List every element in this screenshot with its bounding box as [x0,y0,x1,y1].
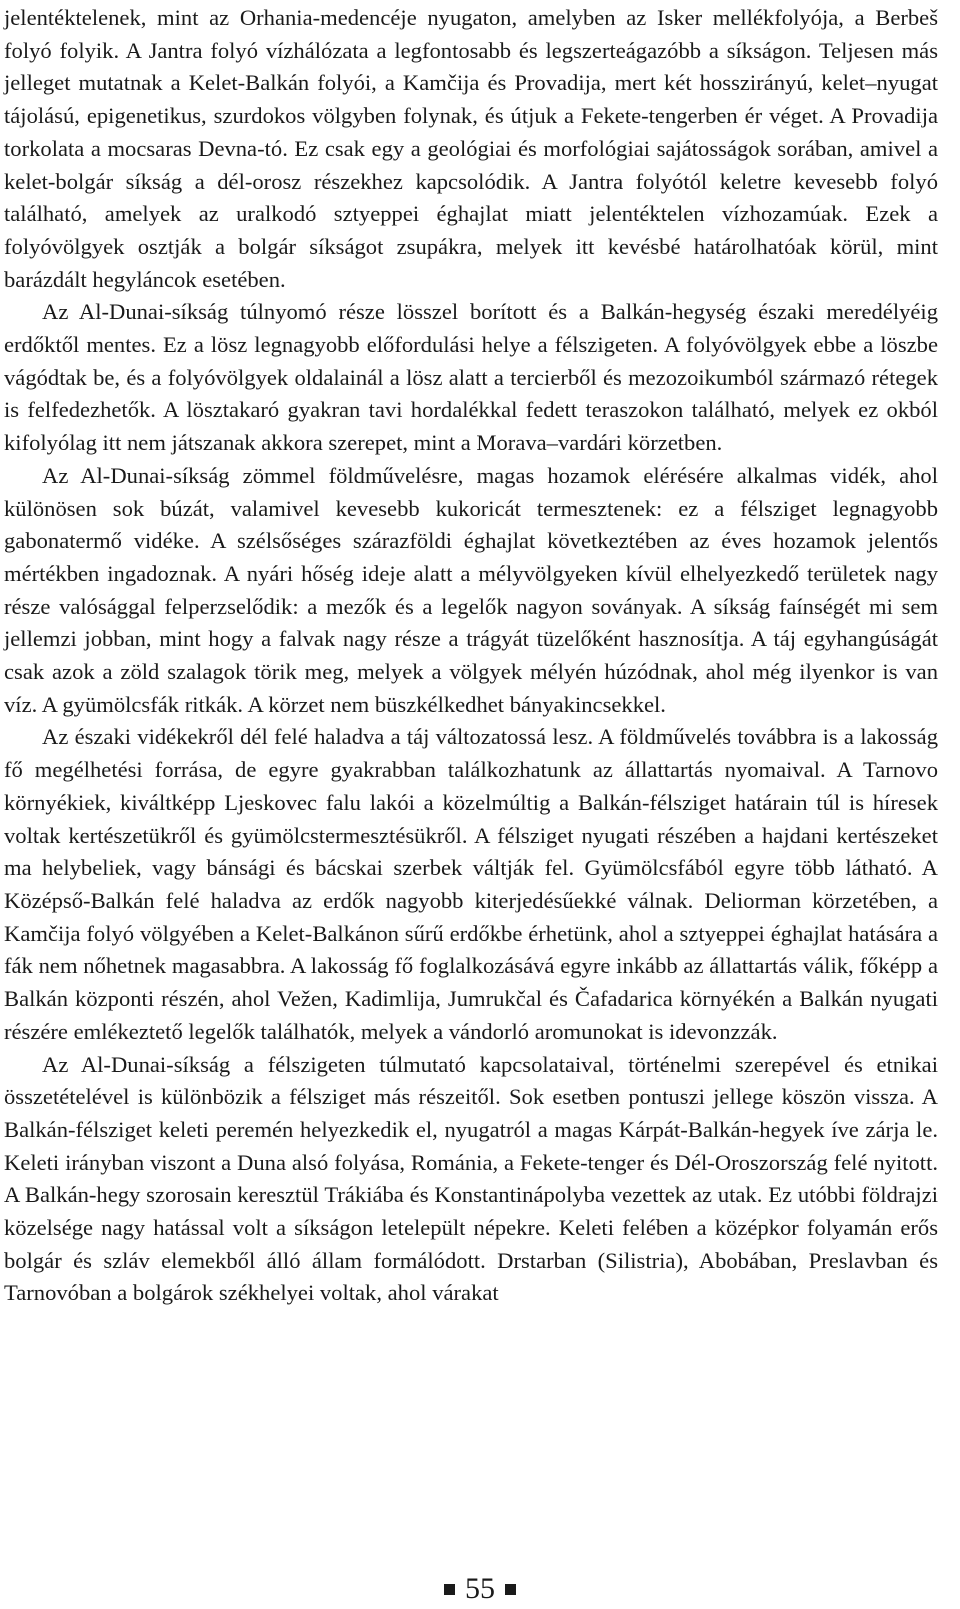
square-bullet-icon [505,1584,516,1595]
paragraph-2: Az Al-Dunai-síkság túlnyomó része lösszel borított és a Balkán-hegység északi meredélyéig erdőktől mentes. Ez a lösz legnagyobb előfordulási helye a félszigeten. A folyóvölgyek ebbe a löszbe vágódtak be, és a folyóvölgyek oldalainál a lösz alatt a tercierből és mezozoikumból származó rétegek is felfedezhetők. A lösztakaró gyakran tavi hordalékkal fedett teraszokon található, melyek ez okból kifolyólag itt nem játszanak akkora szerepet, mint a Morava–vardári körzetben. [4,299,938,456]
paragraph-1: jelentéktelenek, mint az Orhania-medencéje nyugaton, amelyben az Isker mellékfolyója, a Berbeš folyó folyik. A Jantra folyó vízhálózata a legfontosabb és legszerteágazóbb a síkságon. Teljesen más jelleget mutatnak a Kelet-Balkán folyói, a Kamčija és Provadija, mert két hosszirányú, kelet–nyugat tájolású, epigenetikus, szurdokos völgyben folynak, és útjuk a Fekete-tengerben ér véget. A Provadija torkolata a mocsaras Devna-tó. Ez csak egy a geológiai és morfológiai sajátosságok sorában, amivel a kelet-bolgár síkság a dél-orosz részekhez kapcsolódik. A Jantra folyótól keletre kevesebb folyó található, amelyek az uralkodó sztyeppei éghajlat miatt jelentéktelen vízhozamúak. Ezek a folyóvölgyek osztják a bolgár síkságot zsupákra, melyek itt kevésbé határolhatóak körül, mint barázdált hegyláncok esetében. [4,5,938,292]
page-number: 55 [465,1572,495,1605]
paragraph-3: Az Al-Dunai-síkság zömmel földművelésre, magas hozamok elérésére alkalmas vidék, ahol különösen sok búzát, valamivel kevesebb kukoricát termesztenek: ez a félsziget legnagyobb gabonatermő vidéke. A szélsőséges szárazföldi éghajlat következtében az éves hozamok jelentős mértékben ingadoznak. A nyári hőség ideje alatt a mélyvölgyeken kívül elhelyezkedő területek nagy része valósággal felperzselődik: a mezők és a legelők nagyon soványak. A síkság faínségét mi sem jellemzi jobban, mint hogy a falvak nagy része a trágyát tüzelőként hasznosítja. A táj egyhangúságát csak azok a zöld szalagok törik meg, melyek a völgyek mélyén húzódnak, ahol még ilyenkor is van víz. A gyümölcsfák ritkák. A körzet nem büszkélkedhet bányakincsekkel. [4,462,938,717]
square-bullet-icon [444,1584,455,1595]
page-footer [0,1572,960,1606]
paragraph-4: Az északi vidékekről dél felé haladva a táj változatossá lesz. A földművelés továbbra is a lakosság fő megélhetési forrása, de egyre gyakrabban találkozhatunk az állattartás nyomaival. A Tarnovo környékiek, kiváltképp Ljeskovec falu lakói a közelmúltig a Balkán-félsziget határain túl is híresek voltak kertészetükről és gyümölcstermesztésükről. A félsziget nyugati részében a hajdani kertészeket ma helybeliek, vagy bánsági és bácskai szerbek váltják fel. Gyümölcsfából egyre több látható. A Középső-Balkán felé haladva az erdők nagyobb kiterjedésűekké válnak. Deliorman körzetében, a Kamčija folyó völgyében a Kelet-Balkánon sűrű erdőkbe érhetünk, ahol a sztyeppei éghajlat hatására a fák nem nőhetnek magasabbra. A lakosság fő foglalkozásává egyre inkább az állattartás válik, főképp a Balkán központi részén, ahol Vežen, Kadimlija, Jumrukčal és Čafadarica környékén a Balkán nyugati részére emlékeztető legelők találhatók, melyek a vándorló aromunokat is idevonzzák. [4,724,938,1044]
paragraph-5: Az Al-Dunai-síkság a félszigeten túlmutató kapcsolataival, történelmi szerepével és etnikai összetételével is különbözik a félsziget más részeitől. Sok esetben pontuszi jellege köszön vissza. A Balkán-félsziget keleti peremén helyezkedik el, nyugatról a magas Kárpát-Balkán-hegyek íve zárja le. Keleti irányban viszont a Duna alsó folyása, Románia, a Fekete-tenger és Dél-Oroszország felé nyitott. A Balkán-hegy szorosain keresztül Trákiába és Konstantinápolyba vezettek az utak. Ez utóbbi földrajzi közelsége nagy hatással volt a síkságon letelepült népekre. Keleti felében a középkor folyamán erős bolgár és szláv elemekből álló állam formálódott. Drstarban (Silistria), Abobában, Preslavban és Tarnovóban a bolgárok székhelyei voltak, ahol várakat [4,1051,938,1306]
